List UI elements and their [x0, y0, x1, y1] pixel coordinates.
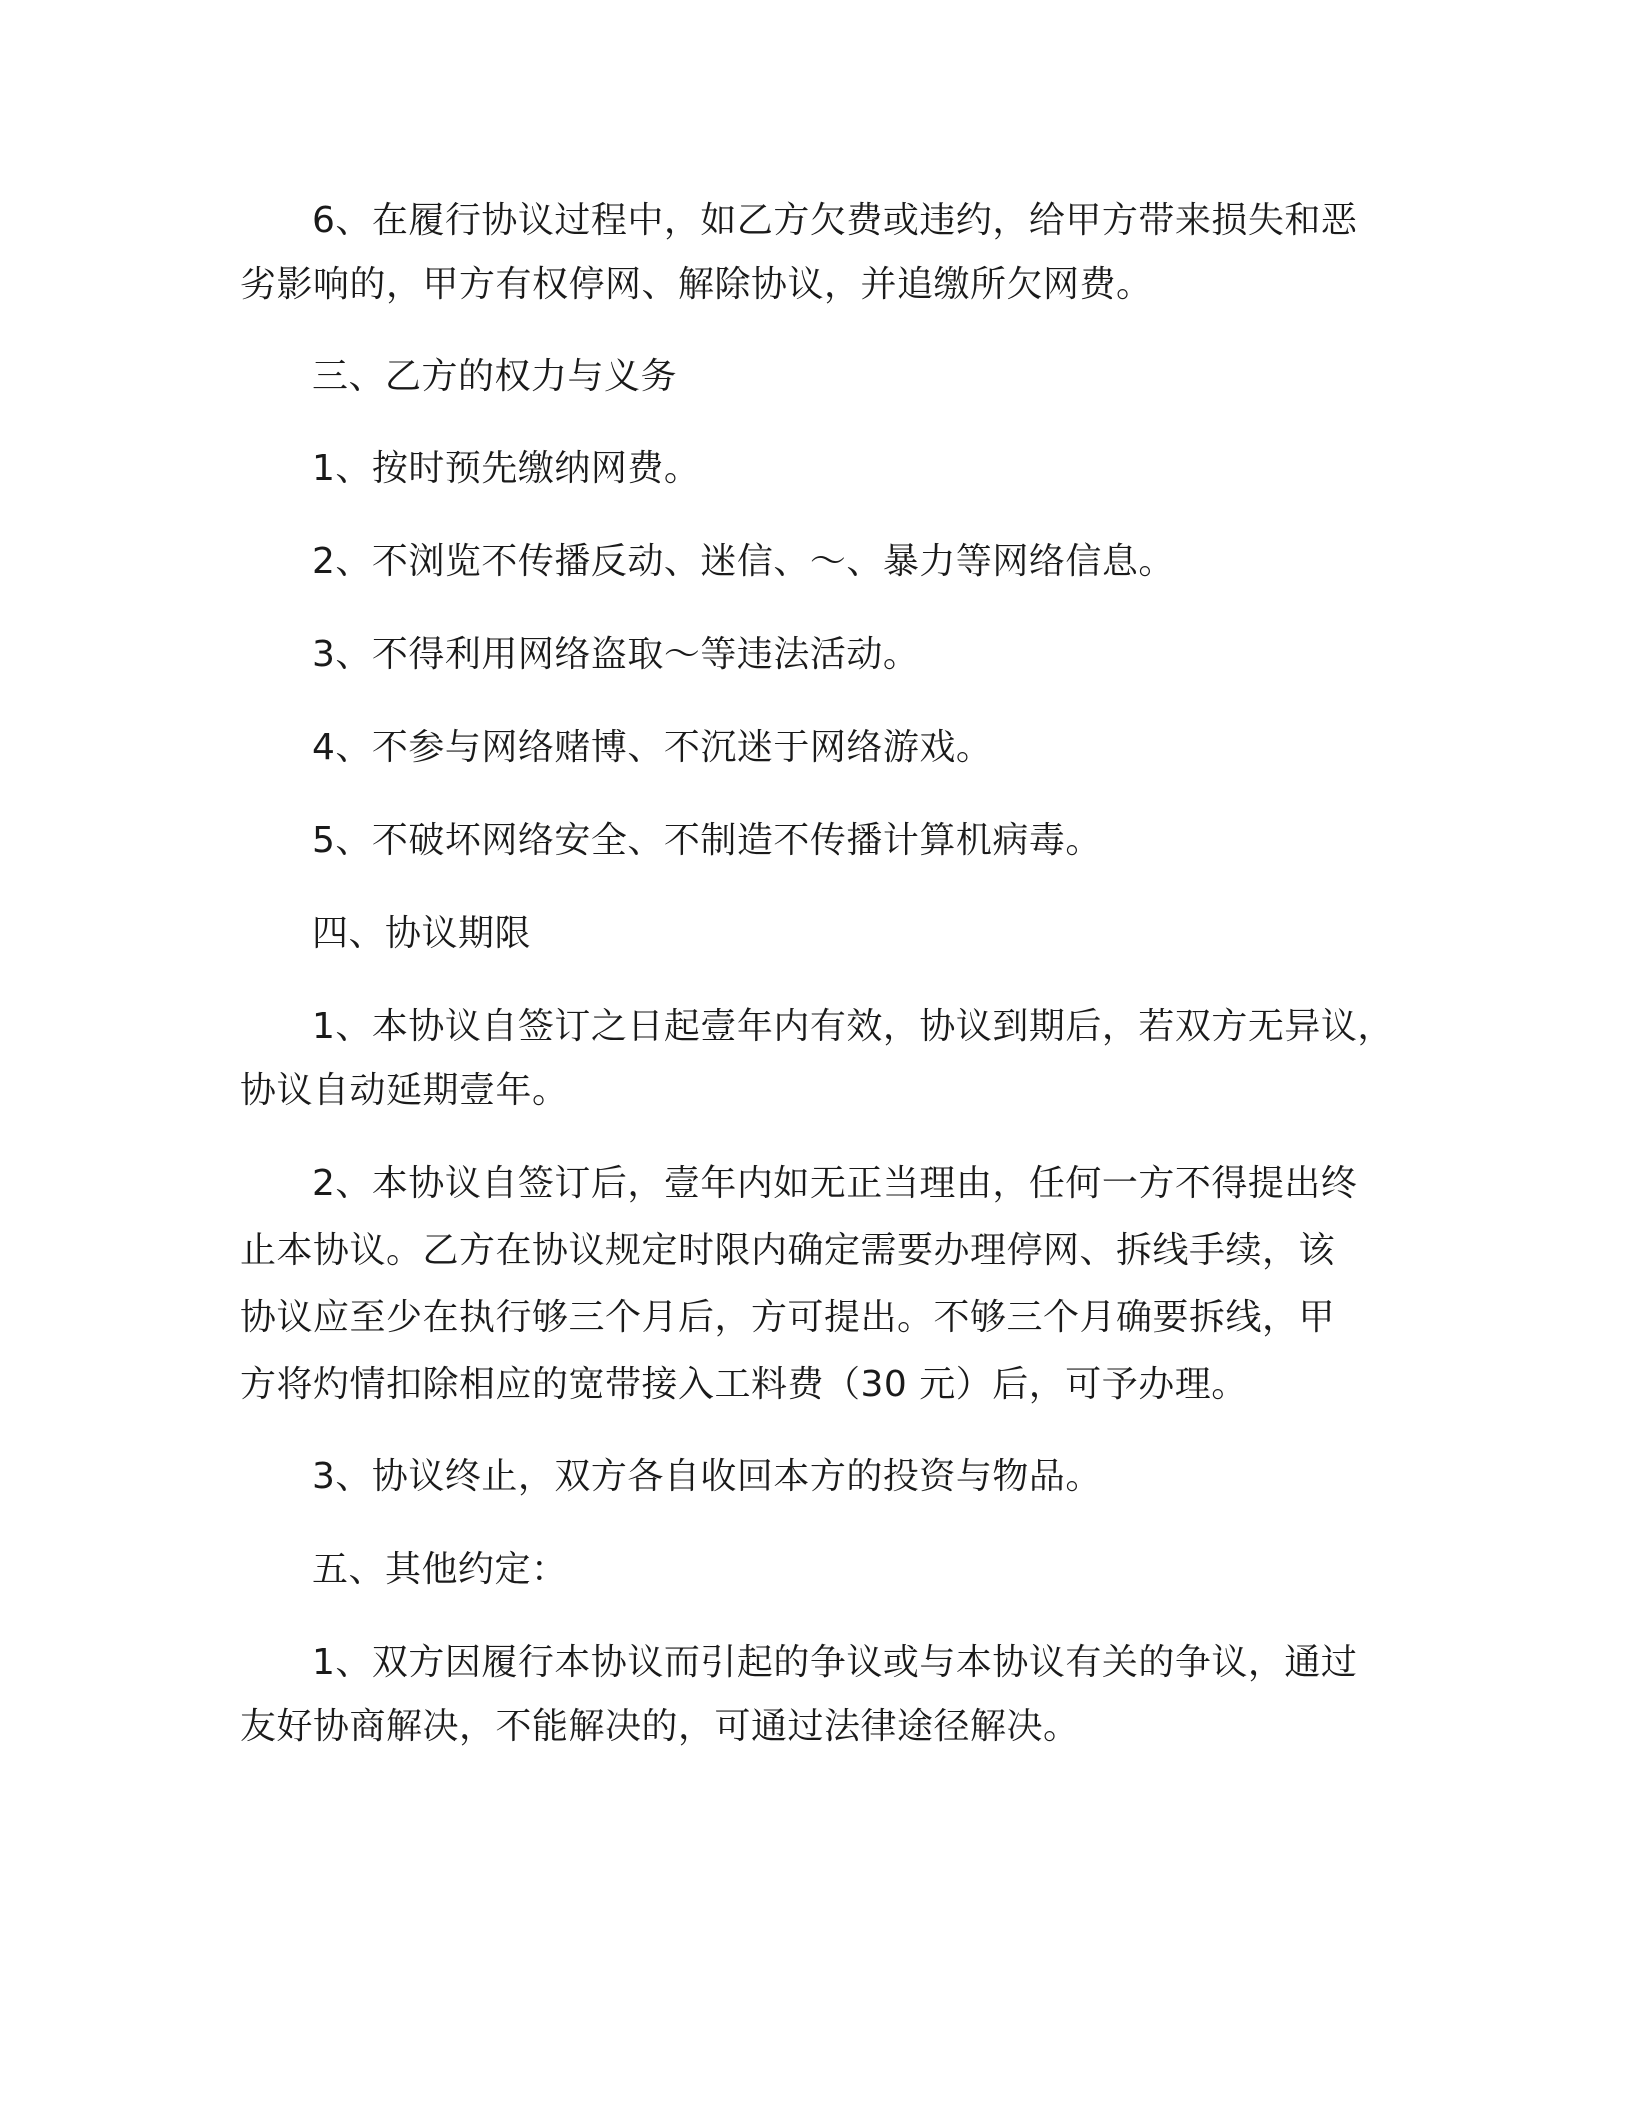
clause-4-1-line-1: 1、本协议自签订之日起壹年内有效，协议到期后，若双方无异议，: [312, 1006, 1394, 1047]
clause-4-3: 3、协议终止，双方各自收回本方的投资与物品。: [312, 1456, 1102, 1497]
clause-4-2-line-3: 协议应至少在执行够三个月后，方可提出。不够三个月确要拆线，甲: [240, 1297, 1336, 1338]
section-3-heading: 三、乙方的权力与义务: [312, 356, 678, 397]
clause-3-1: 1、按时预先缴纳网费。: [312, 448, 701, 489]
section-4-heading: 四、协议期限: [312, 913, 532, 954]
clause-3-5: 5、不破坏网络安全、不制造不传播计算机病毒。: [312, 820, 1102, 861]
clause-4-1-line-2: 协议自动延期壹年。: [240, 1070, 569, 1111]
clause-3-2: 2、不浏览不传播反动、迷信、～、暴力等网络信息。: [312, 541, 1175, 582]
clause-4-2-line-2: 止本协议。乙方在协议规定时限内确定需要办理停网、拆线手续，该: [240, 1230, 1336, 1271]
clause-2-6-line-2: 劣影响的，甲方有权停网、解除协议，并追缴所欠网费。: [240, 264, 1153, 305]
clause-3-3: 3、不得利用网络盗取～等违法活动。: [312, 634, 920, 675]
clause-5-1-line-2: 友好协商解决，不能解决的，可通过法律途径解决。: [240, 1706, 1080, 1747]
section-5-heading: 五、其他约定：: [312, 1549, 568, 1590]
clause-4-2-line-1: 2、本协议自签订后，壹年内如无正当理由，任何一方不得提出终: [312, 1163, 1358, 1204]
clause-4-2-line-4: 方将灼情扣除相应的宽带接入工料费（30 元）后，可予办理。: [240, 1364, 1248, 1405]
clause-2-6-line-1: 6、在履行协议过程中，如乙方欠费或违约，给甲方带来损失和恶: [312, 200, 1358, 241]
clause-5-1-line-1: 1、双方因履行本协议而引起的争议或与本协议有关的争议，通过: [312, 1642, 1358, 1683]
clause-3-4: 4、不参与网络赌博、不沉迷于网络游戏。: [312, 727, 993, 768]
